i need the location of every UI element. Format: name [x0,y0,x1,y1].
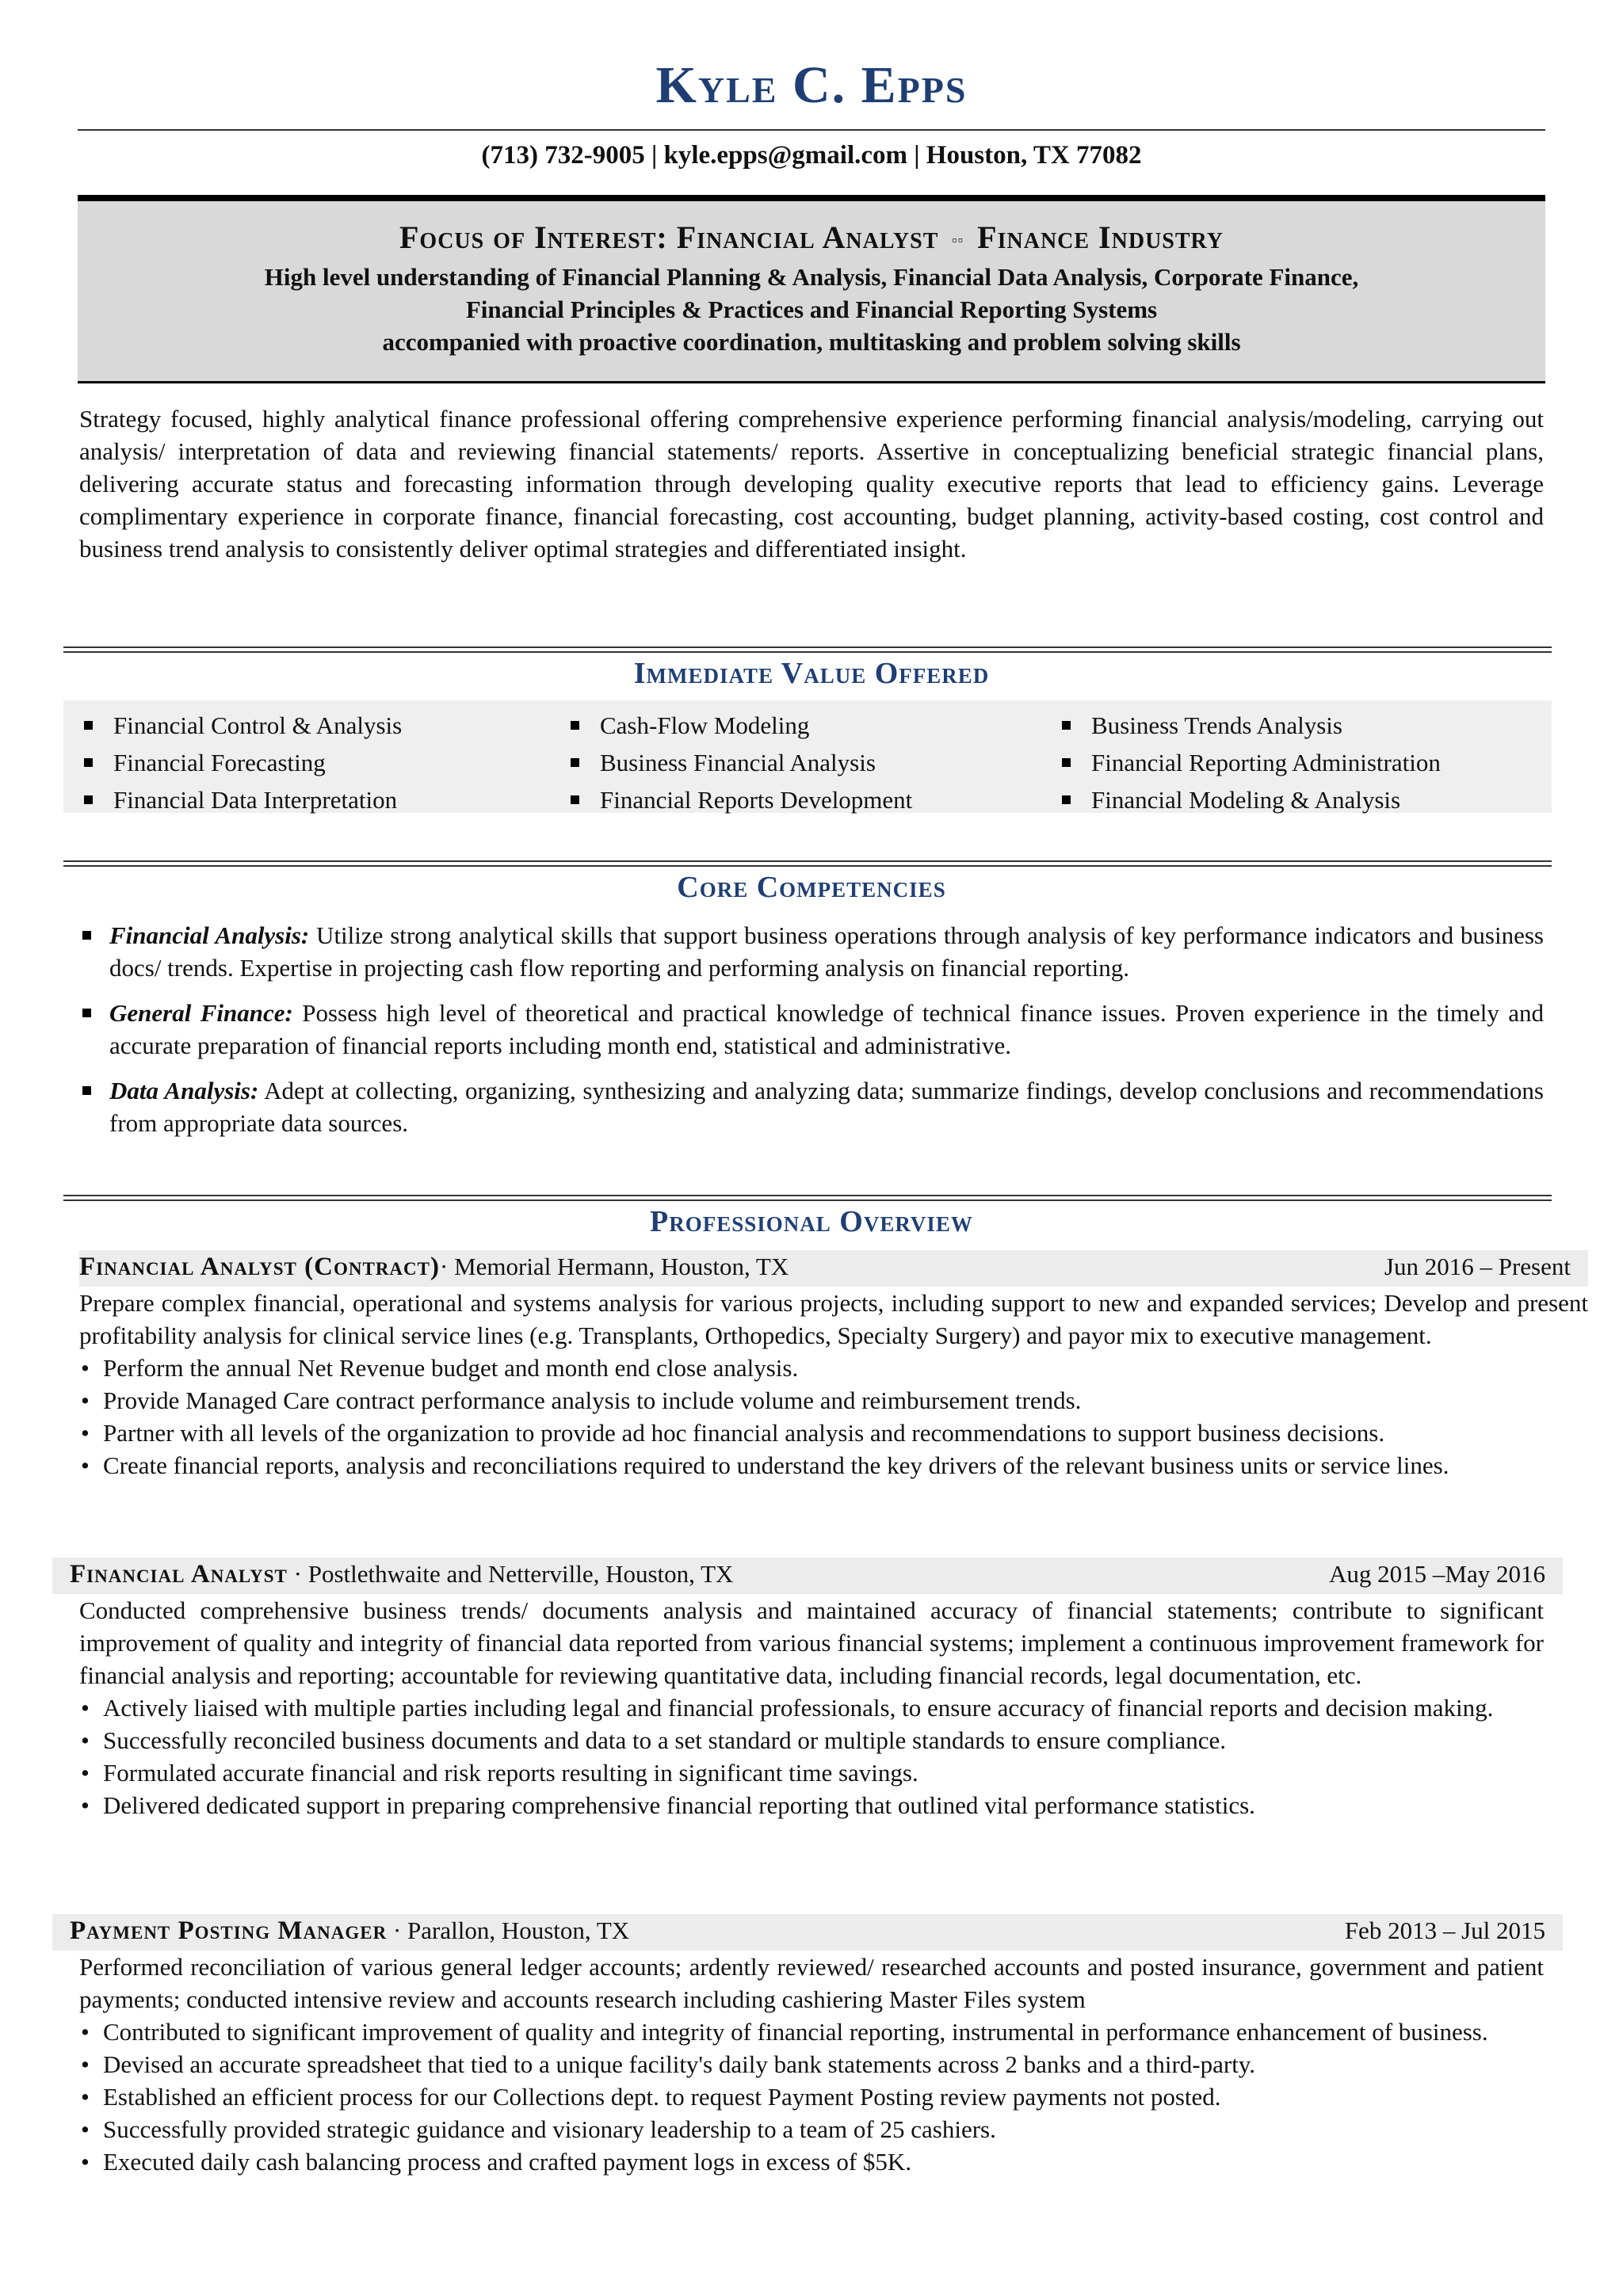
focus-title-right: Finance Industry [977,219,1224,255]
job-body [79,1951,1544,2178]
job-header [52,1914,1563,1951]
section-title-value: Immediate Value Offered [633,657,990,690]
job-title: Financial Analyst [70,1560,288,1589]
competencies-list [79,919,1544,1152]
competency-text: Utilize strong analytical skills that support business operations through analysis of key performance indicators and business docs/ trends. Expertise in projecting cash flow reporting and performing analysis on financial reporting. [109,921,1544,982]
value-column [63,707,402,818]
value-item: Financial Modeling & Analysis [1041,781,1441,818]
job-title-line [70,1560,733,1589]
job-bullet: • Create financial reports, analysis and reconciliations required to understand the key drivers of the relevant business units or service lines. [79,1449,1588,1482]
focus-description [78,261,1545,358]
value-item: Business Financial Analysis [550,744,912,781]
focus-title [78,219,1545,256]
job-bullet: • Partner with all levels of the organization to provide ad hoc financial analysis and recommendations to support business decisions. [79,1417,1588,1449]
job-bullets [79,2016,1544,2178]
value-item: Financial Reporting Administration [1041,744,1441,781]
value-offered-grid [63,700,1552,813]
section-divider [63,646,1552,653]
job-bullet: • Perform the annual Net Revenue budget and month end close analysis. [79,1352,1588,1384]
job-bullets [79,1691,1544,1821]
competency-text: Adept at collecting, organizing, synthesizing and analyzing data; summarize findings, develop conclusions and recommendations from appropriate data sources. [109,1077,1544,1137]
job-separator: · [439,1253,449,1280]
bullet-dot-icon: • [81,2050,90,2078]
job-title: Payment Posting Manager [70,1917,388,1945]
competency-text: Possess high level of theoretical and practical knowledge of technical finance issues. Proven experience in the timely and accurate preparation of financial reports including month end, statistical and administrative. [109,999,1544,1059]
job-description: Prepare complex financial, operational and systems analysis for various projects, including support to new and expanded services; Develop and present profitability analysis for clinical service lines (e.g. Transplants, Orthopedics, Specialty Surgery) and payor mix to executive management. [79,1289,1588,1349]
value-item: Financial Reports Development [550,781,912,818]
job-header [79,1250,1588,1287]
value-column [550,707,912,818]
job-dates: Jun 2016 – Present [1384,1253,1571,1280]
focus-line: High level understanding of Financial Planning & Analysis, Financial Data Analysis, Corporate Finance, [264,263,1359,291]
bullet-dot-icon: • [81,2115,90,2143]
bullet-dot-icon: • [81,1726,90,1754]
job-separator: · [392,1917,402,1944]
job-bullet: • Executed daily cash balancing process and crafted payment logs in excess of $5K. [79,2145,1544,2178]
square-bullet-icon [571,795,579,804]
job-body [79,1594,1544,1821]
focus-line: accompanied with proactive coordination, multitasking and problem solving skills [382,328,1241,356]
job-bullets [79,1352,1588,1482]
job-dates: Aug 2015 –May 2016 [1329,1560,1545,1588]
job-organization: Parallon, Houston, TX [407,1917,630,1944]
square-bullet-icon [84,795,93,804]
job-description: Performed reconciliation of various general ledger accounts; ardently reviewed/ researched accounts and posted insurance, government and patient payments; conducted intensive review and accounts research including cashiering Master Files system [79,1953,1544,2013]
competency-label: General Finance: [109,999,293,1027]
bullet-dot-icon: • [81,2148,90,2176]
bullet-dot-icon: • [81,1694,90,1722]
square-bullet-icon [1062,795,1071,804]
square-bullet-icon [82,931,91,940]
focus-line: Financial Principles & Practices and Financial Reporting Systems [465,296,1158,323]
value-column [1041,707,1441,818]
section-divider [63,860,1552,867]
job-bullet: • Formulated accurate financial and risk reports resulting in significant time savings. [79,1756,1544,1789]
bullet-dot-icon: • [81,1419,90,1447]
job-description: Conducted comprehensive business trends/ documents analysis and maintained accuracy of financial statements; contribute to significant improvement of quality and integrity of financial data reported from various financial systems; implement a continuous improvement framework for financial analysis and reporting; accountable for reviewing quantitative data, including financial records, legal documentation, etc. [79,1596,1544,1689]
square-bullet-icon [1062,758,1071,767]
value-item: Financial Control & Analysis [63,707,402,744]
value-item: Cash-Flow Modeling [550,707,912,744]
bullet-dot-icon: • [81,1386,90,1414]
job-bullet: • Established an efficient process for our Collections dept. to request Payment Posting review payments not posted. [79,2081,1544,2113]
bullet-dot-icon: • [81,1759,90,1787]
job-organization: Postlethwaite and Netterville, Houston, TX [307,1560,734,1588]
competency-item [79,1074,1544,1139]
value-item: Financial Forecasting [63,744,402,781]
square-bullet-icon [82,1086,91,1095]
job-bullet: • Successfully reconciled business documents and data to a set standard or multiple standards to ensure compliance. [79,1724,1544,1756]
bullet-dot-icon: • [81,2018,90,2046]
job-bullet: • Contributed to significant improvement of quality and integrity of financial reporting, instrumental in performance enhancement of business. [79,2016,1544,2048]
bullet-dot-icon: • [81,1354,90,1382]
job-title-line [70,1917,629,1946]
focus-of-interest-box [78,195,1545,383]
competency-item [79,997,1544,1062]
square-bullet-icon [1062,721,1071,730]
square-bullet-icon [571,721,579,730]
job-title: Financial Analyst (Contract) [79,1253,440,1281]
job-bullet: • Provide Managed Care contract performance analysis to include volume and reimbursement trends. [79,1384,1588,1417]
section-divider [63,1195,1552,1201]
square-bullet-icon [82,1009,91,1017]
section-title-competencies: Core Competencies [677,871,946,904]
candidate-name: Kyle C. Epps [655,56,968,114]
contact-line: (713) 732-9005 | kyle.epps@gmail.com | Houston, TX 77082 [481,141,1142,170]
value-item: Business Trends Analysis [1041,707,1441,744]
focus-title-left: Focus of Interest: Financial Analyst [399,219,939,255]
square-bullet-icon [571,758,579,767]
bullet-dot-icon: • [81,1451,90,1479]
focus-title-separator: ▫▫ [952,232,964,249]
job-bullet: • Delivered dedicated support in preparing comprehensive financial reporting that outlined vital performance statistics. [79,1789,1544,1821]
job-organization: Memorial Hermann, Houston, TX [454,1253,789,1280]
header-divider [78,129,1545,131]
job-bullet: • Actively liaised with multiple parties including legal and financial professionals, to ensure accuracy of financial reports and decision making. [79,1691,1544,1724]
job-bullet: • Devised an accurate spreadsheet that tied to a unique facility's daily bank statements across 2 banks and a third-party. [79,2048,1544,2081]
job-dates: Feb 2013 – Jul 2015 [1344,1917,1545,1944]
job-separator: · [293,1560,302,1588]
professional-summary: Strategy focused, highly analytical finance professional offering comprehensive experience performing financial analysis/modeling, carrying out analysis/ interpretation of data and reviewing financial statements/ reports. Assertive in conceptualizing beneficial strategic financial plans, delivering accurate status and forecasting information through developing quality executive reports that lead to efficiency gains. Leverage complimentary experience in corporate finance, financial forecasting, cost accounting, budget planning, activity-based costing, cost control and business trend analysis to consistently deliver optimal strategies and differentiated insight. [79,405,1544,563]
job-header [52,1558,1563,1594]
section-title-overview: Professional Overview [650,1205,973,1238]
competency-item [79,919,1544,984]
job-bullet: • Successfully provided strategic guidance and visionary leadership to a team of 25 cashiers. [79,2113,1544,2145]
square-bullet-icon [84,758,93,767]
competency-label: Financial Analysis: [109,921,310,949]
competency-label: Data Analysis: [109,1077,259,1104]
value-item: Financial Data Interpretation [63,781,402,818]
job-body [79,1287,1588,1482]
bullet-dot-icon: • [81,1791,90,1819]
bullet-dot-icon: • [81,2083,90,2111]
job-title-line [79,1253,789,1282]
square-bullet-icon [84,721,93,730]
